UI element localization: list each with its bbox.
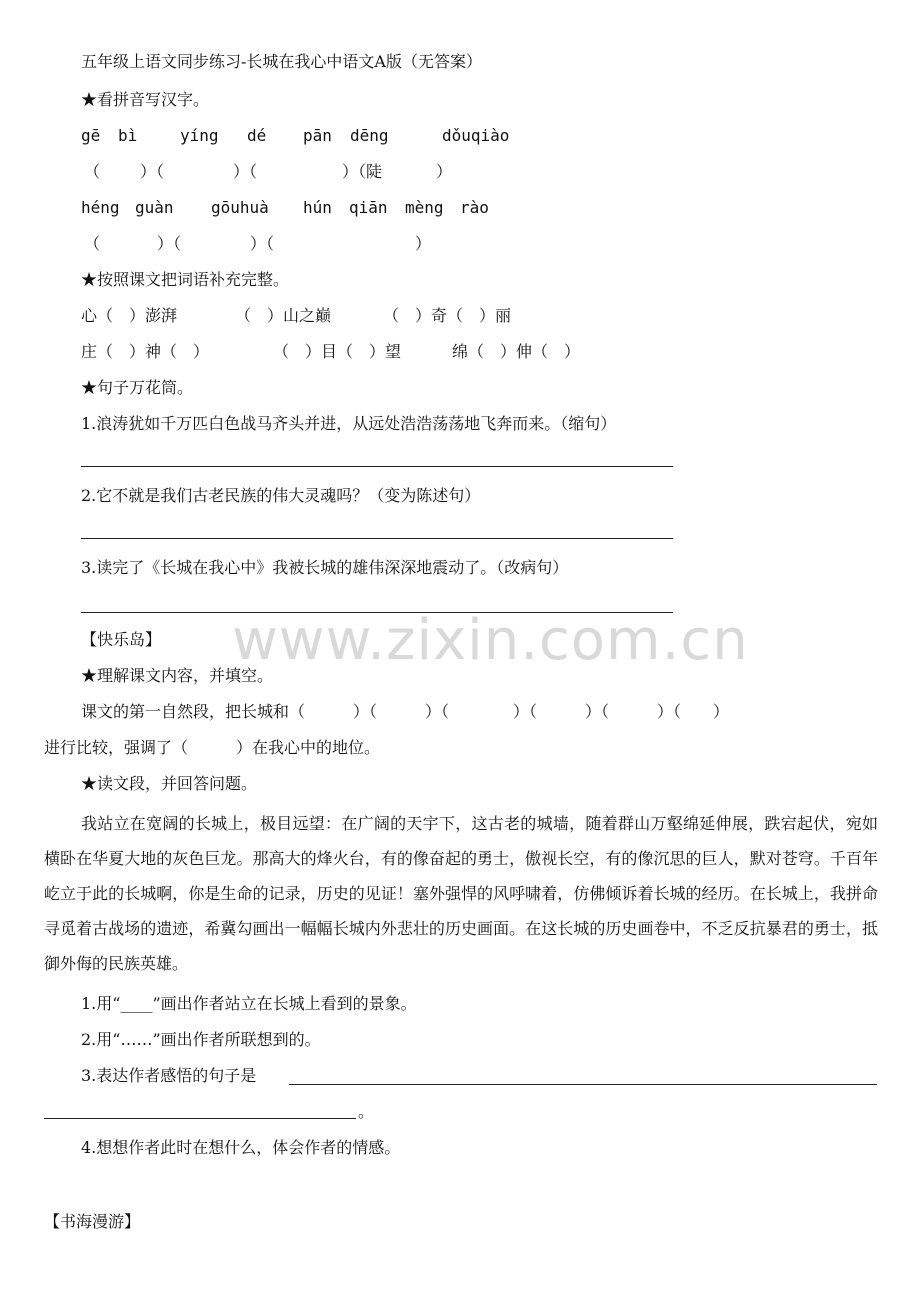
pinyin-word: rào (460, 198, 489, 217)
pinyin-word: mèng (405, 198, 444, 217)
answer-bracket: ）（陡 (342, 162, 383, 181)
section-heading-island: 【快乐岛】 (81, 630, 162, 649)
pinyin-word: dé (247, 126, 267, 145)
pinyin-word: qiān (349, 198, 388, 217)
pinyin-word: bì (118, 126, 138, 145)
pinyin-word: gē (81, 126, 101, 145)
section-heading-sentences: ★句子万花筒。 (81, 378, 194, 397)
fill-blank-line-1: 课文的第一自然段，把长城和（ ）（ ）（ ）（ ）（ ）（ ） (81, 702, 730, 721)
word-item: （ ）山之巅 (235, 306, 332, 325)
section-heading-sea: 【书海漫游】 (44, 1212, 141, 1231)
subheading-read: ★读文段，并回答问题。 (81, 774, 258, 793)
pinyin-word: héng (81, 198, 120, 217)
answer-line[interactable] (289, 1084, 877, 1085)
word-item: 心（ ）澎湃 (81, 306, 178, 325)
sentence-question-3: 3.读完了《长城在我心中》我被长城的雄伟深深地震动了。（改病句） (81, 558, 569, 577)
reading-question-3: 3.表达作者感悟的句子是 (81, 1066, 257, 1085)
sentence-question-1: 1.浪涛犹如千万匹白色战马齐头并进，从远处浩浩荡荡地飞奔而来。（缩句） (81, 414, 617, 433)
reading-passage: 我站立在宽阔的长城上，极目远望：在广阔的天宇下，这古老的城墙，随着群山万壑绵延伸展，跌宕起伏，宛如横卧在华夏大地的灰色巨龙。那高大的烽火台，有的像奋起的勇士，傲视长空，有的像沉思的巨人，默对苍穹。千百年屹立于此的长城啊，你是生命的记录，历史的见证！塞外强悍的风呼啸着，仿佛倾诉着长城的经历。在长城上，我拼命寻觅着古战场的遗迹，希冀勾画出一幅幅长城内外悲壮的历史画面。在这长城的历史画卷中，不乏反抗暴君的勇士，抵御外侮的民族英雄。 (44, 814, 878, 973)
word-item: 绵（ ）伸（ ） (452, 342, 581, 361)
sentence-question-2: 2.它不就是我们古老民族的伟大灵魂吗？（变为陈述句） (81, 486, 481, 505)
reading-question-4: 4.想想作者此时在想什么，体会作者的情感。 (81, 1138, 401, 1157)
pinyin-word: dēng (350, 126, 389, 145)
word-item: （ ）目（ ）望 (273, 342, 402, 361)
reading-question-2: 2.用“……”画出作者所联想到的。 (81, 1030, 321, 1049)
pinyin-word: hún (303, 198, 332, 217)
pinyin-word: pān (303, 126, 332, 145)
section-heading-words: ★按照课文把词语补充完整。 (81, 270, 290, 289)
page-title: 五年级上语文同步练习-长城在我心中语文A版（无答案） (81, 52, 482, 71)
answer-bracket: ） (415, 234, 432, 253)
answer-bracket: ）（ (250, 234, 275, 253)
word-item: （ ）奇（ ）丽 (383, 306, 512, 325)
subheading-understand: ★理解课文内容，并填空。 (81, 666, 274, 685)
fill-blank-line-2: 进行比较，强调了（ ）在我心中的地位。 (44, 738, 381, 757)
answer-line[interactable] (81, 466, 673, 467)
answer-bracket: （ (84, 162, 101, 181)
reading-question-1: 1.用“____”画出作者站立在长城上看到的景象。 (81, 994, 417, 1013)
word-item: 庄（ ）神（ ） (81, 342, 210, 361)
answer-line[interactable] (81, 538, 673, 539)
watermark: www.zixin.com.cn (232, 608, 749, 673)
pinyin-word: yíng (180, 126, 219, 145)
answer-bracket: ）（ (157, 234, 182, 253)
answer-line[interactable] (81, 612, 673, 613)
answer-line[interactable] (44, 1118, 356, 1119)
answer-bracket: （ (84, 234, 101, 253)
pinyin-word: dǒuqiào (442, 126, 510, 145)
section-heading-pinyin: ★看拼音写汉字。 (81, 90, 210, 109)
answer-bracket: ）（ (140, 162, 165, 181)
pinyin-word: guàn (135, 198, 174, 217)
period-mark: 。 (358, 1102, 375, 1121)
answer-bracket: ） (436, 162, 453, 181)
answer-bracket: ）（ (233, 162, 258, 181)
pinyin-word: gōuhuà (211, 198, 269, 217)
